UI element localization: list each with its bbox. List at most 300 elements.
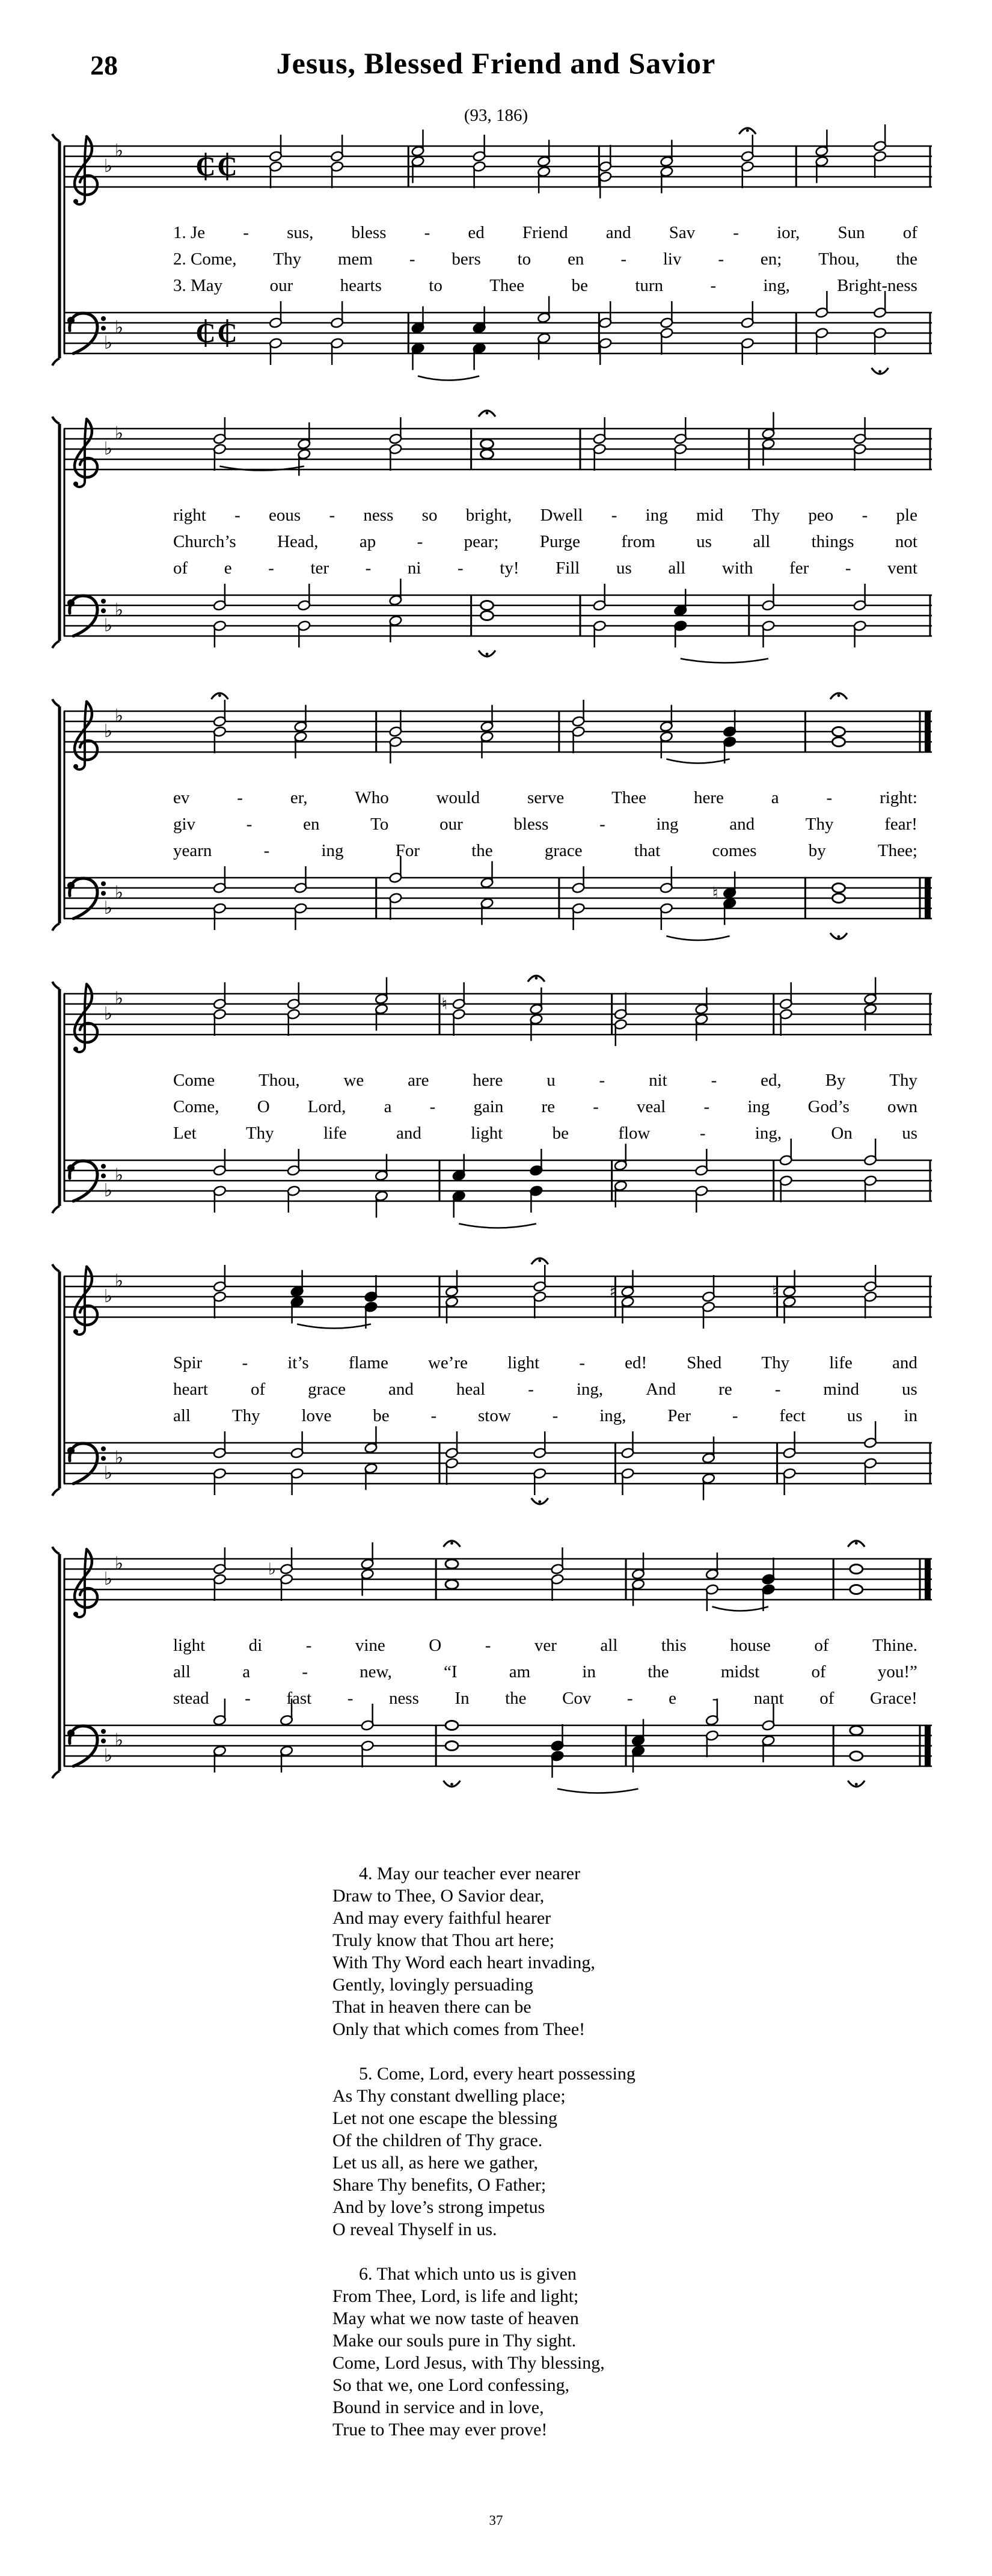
verse-line: O reveal Thyself in us. bbox=[332, 2220, 497, 2239]
lyrics-line-1 bbox=[173, 506, 917, 525]
lyric-word: ing, bbox=[576, 1380, 604, 1399]
lyric-word: light bbox=[471, 1124, 503, 1143]
lyric-word: ness bbox=[388, 1689, 419, 1708]
lyrics-line-3 bbox=[173, 1406, 917, 1425]
lyric-word: en; bbox=[760, 249, 782, 269]
lyric-word: Lord, bbox=[307, 1097, 346, 1116]
lyric-word: ed, bbox=[761, 1071, 782, 1090]
lyric-word: Shed bbox=[687, 1353, 722, 1372]
lyric-word: our bbox=[269, 276, 293, 295]
lyric-word: all bbox=[753, 532, 771, 551]
lyric-word: And bbox=[646, 1380, 676, 1399]
lyrics-line-2 bbox=[173, 249, 917, 269]
lyric-word: Thy bbox=[273, 249, 302, 269]
lyric-word: eous bbox=[269, 506, 301, 525]
lyrics-line-3 bbox=[173, 276, 917, 295]
lyric-word: - bbox=[699, 1124, 706, 1143]
lyric-word: bless bbox=[351, 223, 387, 242]
lyric-word: be bbox=[552, 1124, 569, 1143]
lyric-word: To bbox=[370, 815, 389, 834]
verse-stanza-6 bbox=[332, 2263, 635, 2441]
lyric-word: and bbox=[892, 1353, 917, 1372]
lyric-word: ed! bbox=[625, 1353, 648, 1372]
verse-stanza-4 bbox=[332, 1862, 635, 2040]
lyrics-line-3 bbox=[173, 1689, 917, 1708]
system-bracket bbox=[52, 982, 64, 1213]
lyric-word: ior, bbox=[777, 223, 800, 242]
lyric-word: of bbox=[811, 1662, 826, 1681]
verse-line: As Thy constant dwelling place; bbox=[332, 2086, 566, 2106]
lyric-word: pear; bbox=[464, 532, 499, 551]
lyric-word: - bbox=[528, 1380, 534, 1399]
lyric-word: that bbox=[634, 841, 661, 860]
lyric-word: to bbox=[517, 249, 531, 269]
lyric-word: bright, bbox=[465, 506, 512, 525]
svg-text:♭: ♭ bbox=[114, 1553, 124, 1574]
lyric-word: us bbox=[847, 1406, 863, 1425]
additional-verses bbox=[332, 1862, 635, 2463]
svg-text:♭: ♭ bbox=[114, 599, 124, 621]
lyric-word: Head, bbox=[277, 532, 319, 551]
music-system-4 bbox=[55, 977, 937, 1241]
lyrics-line-2 bbox=[173, 1662, 917, 1681]
verse-line: Only that which comes from Thee! bbox=[332, 2019, 586, 2039]
svg-text:♭: ♭ bbox=[103, 721, 113, 742]
lyric-word: Thee bbox=[489, 276, 525, 295]
lyric-word: you!” bbox=[877, 1662, 917, 1681]
lyric-word: By bbox=[825, 1071, 846, 1090]
lyric-word: stead bbox=[173, 1689, 209, 1708]
lyric-word: u bbox=[547, 1071, 556, 1090]
lyrics-line-3 bbox=[173, 558, 917, 578]
lyric-word: - bbox=[243, 223, 249, 242]
lyric-word: - bbox=[732, 1406, 738, 1425]
verse-line: True to Thee may ever prove! bbox=[332, 2420, 548, 2440]
verse-line: Draw to Thee, O Savior dear, bbox=[332, 1886, 545, 1906]
music-system-6 bbox=[55, 1542, 937, 1807]
verse-line: May what we now taste of heaven bbox=[332, 2308, 579, 2328]
svg-text:♭: ♭ bbox=[114, 140, 124, 162]
lyric-word: - bbox=[703, 1097, 710, 1116]
lyric-word: - bbox=[599, 815, 605, 834]
verse-line: From Thee, Lord, is life and light; bbox=[332, 2286, 579, 2306]
lyric-word: and bbox=[605, 223, 631, 242]
lyric-word: For bbox=[395, 841, 420, 860]
lyric-word: - bbox=[458, 558, 464, 578]
lyric-word: and bbox=[729, 815, 755, 834]
lyric-word: grace bbox=[544, 841, 583, 860]
lyric-word: giv bbox=[173, 815, 196, 834]
lyric-word: turn bbox=[635, 276, 664, 295]
lyric-word: ing bbox=[747, 1097, 770, 1116]
lyric-word: - bbox=[245, 1689, 251, 1708]
lyric-word: - bbox=[599, 1071, 605, 1090]
lyric-word: “I bbox=[444, 1662, 458, 1681]
lyric-word: O bbox=[257, 1097, 270, 1116]
svg-text:♭: ♭ bbox=[103, 438, 113, 459]
svg-text:♭: ♭ bbox=[114, 988, 124, 1009]
lyric-word: - bbox=[429, 1097, 436, 1116]
svg-text:♭: ♭ bbox=[103, 1463, 113, 1484]
treble-staff bbox=[64, 124, 932, 204]
lyric-word: light bbox=[507, 1353, 540, 1372]
lyric-word: a bbox=[242, 1662, 251, 1681]
lyric-word: Thy bbox=[761, 1353, 790, 1372]
svg-text:♭: ♭ bbox=[103, 332, 113, 353]
lyric-word: - bbox=[711, 1071, 717, 1090]
lyric-word: 1. Je bbox=[173, 223, 206, 242]
lyric-word: Friend bbox=[522, 223, 568, 242]
lyric-word: own bbox=[887, 1097, 917, 1116]
lyric-word: 3. May bbox=[173, 276, 223, 295]
lyric-word: - bbox=[845, 558, 851, 578]
lyric-word: and bbox=[396, 1124, 421, 1143]
lyric-word: of bbox=[819, 1689, 834, 1708]
lyric-word: Sun bbox=[837, 223, 865, 242]
lyric-word: the bbox=[896, 249, 917, 269]
music-system-3 bbox=[55, 694, 937, 959]
svg-text:♭: ♭ bbox=[103, 615, 113, 636]
lyric-word: vent bbox=[887, 558, 917, 578]
lyric-word: en bbox=[303, 815, 320, 834]
bass-staff bbox=[64, 579, 932, 663]
lyric-word: all bbox=[173, 1406, 191, 1425]
lyric-word: Bright-ness bbox=[837, 276, 917, 295]
lyric-word: ple bbox=[896, 506, 917, 525]
lyric-word: all bbox=[668, 558, 686, 578]
system-bracket bbox=[52, 1264, 64, 1496]
lyric-word: Let bbox=[173, 1124, 197, 1143]
lyric-word: di bbox=[248, 1636, 263, 1655]
lyric-word: by bbox=[808, 841, 826, 860]
lyric-word: comes bbox=[712, 841, 757, 860]
lyric-word: the bbox=[505, 1689, 527, 1708]
treble-staff bbox=[64, 411, 932, 487]
lyric-word: ing bbox=[645, 506, 668, 525]
music-system-5 bbox=[55, 1259, 937, 1524]
lyric-word: en bbox=[568, 249, 584, 269]
lyric-word: be bbox=[571, 276, 588, 295]
lyric-word: us bbox=[902, 1124, 917, 1143]
treble-staff bbox=[64, 976, 932, 1052]
lyric-word: here bbox=[693, 788, 724, 807]
lyric-word: of bbox=[902, 223, 917, 242]
lyric-word: - bbox=[774, 1380, 781, 1399]
lyric-word: nant bbox=[753, 1689, 784, 1708]
lyric-word: - bbox=[409, 249, 415, 269]
lyric-word: - bbox=[593, 1097, 599, 1116]
hymn-title: Jesus, Blessed Friend and Savior bbox=[276, 46, 716, 80]
lyric-word: a bbox=[384, 1097, 392, 1116]
lyric-word: ness bbox=[363, 506, 394, 525]
lyric-word: fer bbox=[789, 558, 809, 578]
lyric-word: with bbox=[721, 558, 753, 578]
lyric-word: - bbox=[242, 1353, 248, 1372]
lyric-word: us bbox=[616, 558, 632, 578]
bass-staff bbox=[64, 1421, 932, 1504]
verse-line: And may every faithful hearer bbox=[332, 1908, 551, 1928]
lyric-word: - bbox=[237, 788, 243, 807]
svg-text:♭: ♭ bbox=[268, 1560, 276, 1579]
svg-text:♭: ♭ bbox=[103, 1003, 113, 1024]
svg-text:♭: ♭ bbox=[103, 1180, 113, 1201]
lyric-word: heal bbox=[456, 1380, 486, 1399]
verse-line: Make our souls pure in Thy sight. bbox=[332, 2331, 577, 2351]
lyric-word: ni bbox=[407, 558, 421, 578]
system-bracket bbox=[52, 134, 64, 366]
lyric-word: On bbox=[831, 1124, 853, 1143]
lyric-word: all bbox=[173, 1662, 191, 1681]
lyrics-line-3 bbox=[173, 841, 917, 860]
lyric-word: hearts bbox=[340, 276, 382, 295]
svg-text:♭: ♭ bbox=[114, 882, 124, 904]
lyric-word: Come bbox=[173, 1071, 215, 1090]
lyric-word: - bbox=[329, 506, 335, 525]
lyric-word: - bbox=[347, 1689, 354, 1708]
lyric-word: sus, bbox=[287, 223, 314, 242]
lyric-word: re bbox=[718, 1380, 732, 1399]
lyric-word: am bbox=[509, 1662, 531, 1681]
verse-line: Share Thy benefits, O Father; bbox=[332, 2175, 547, 2195]
svg-text:♭: ♭ bbox=[114, 423, 124, 444]
lyrics-line-2 bbox=[173, 1380, 917, 1399]
treble-staff bbox=[64, 1258, 932, 1335]
lyric-word: all bbox=[600, 1636, 618, 1655]
lyric-word: mid bbox=[696, 506, 724, 525]
lyric-word: Thy bbox=[245, 1124, 274, 1143]
lyric-word: e bbox=[669, 1689, 677, 1708]
svg-text:♮: ♮ bbox=[712, 884, 718, 903]
lyric-word: Who bbox=[355, 788, 389, 807]
lyric-word: Thy bbox=[889, 1071, 917, 1090]
svg-text:♭: ♭ bbox=[114, 1270, 124, 1292]
lyric-word: ev bbox=[173, 788, 190, 807]
lyric-word: be bbox=[373, 1406, 390, 1425]
lyric-word: ed bbox=[468, 223, 485, 242]
lyric-word: Thy bbox=[231, 1406, 260, 1425]
lyric-word: - bbox=[826, 788, 833, 807]
lyric-word: - bbox=[302, 1662, 308, 1681]
lyric-word: - bbox=[620, 249, 626, 269]
lyrics-line-3 bbox=[173, 1124, 917, 1143]
lyric-word: it’s bbox=[287, 1353, 309, 1372]
verse-line: Let not one escape the blessing bbox=[332, 2108, 558, 2128]
lyric-word: Sav bbox=[669, 223, 696, 242]
svg-text:♭: ♭ bbox=[114, 317, 124, 338]
system-bracket bbox=[52, 1547, 64, 1778]
lyric-word: bless bbox=[513, 815, 549, 834]
verse-stanza-5 bbox=[332, 2063, 635, 2241]
verse-line: So that we, one Lord confessing, bbox=[332, 2375, 570, 2395]
verse-line: With Thy Word each heart invading, bbox=[332, 1953, 595, 1972]
lyric-word: Church’s bbox=[173, 532, 236, 551]
verse-line: Let us all, as here we gather, bbox=[332, 2153, 538, 2173]
lyric-word: - bbox=[733, 223, 739, 242]
lyric-word: ing, bbox=[763, 276, 790, 295]
lyric-word: Fill bbox=[556, 558, 580, 578]
lyric-word: - bbox=[579, 1353, 586, 1372]
hymn-number: 28 bbox=[90, 50, 118, 81]
lyric-word: from bbox=[621, 532, 655, 551]
verse-line: Come, Lord Jesus, with Thy blessing, bbox=[332, 2353, 605, 2373]
lyric-word: we’re bbox=[427, 1353, 468, 1372]
lyric-word: ter bbox=[310, 558, 329, 578]
lyric-word: in bbox=[582, 1662, 596, 1681]
lyric-word: flow bbox=[618, 1124, 651, 1143]
lyric-word: Purge bbox=[539, 532, 581, 551]
verse-line: Of the children of Thy grace. bbox=[332, 2131, 543, 2150]
lyric-word: grace bbox=[308, 1380, 346, 1399]
meter-references: (93, 186) bbox=[464, 106, 528, 125]
lyric-word: - bbox=[246, 815, 253, 834]
lyric-word: of bbox=[173, 558, 188, 578]
svg-text:♭: ♭ bbox=[114, 1164, 124, 1186]
lyric-word: 2. Come, bbox=[173, 249, 237, 269]
lyric-word: er, bbox=[290, 788, 308, 807]
bass-staff bbox=[64, 856, 932, 940]
svg-text:C: C bbox=[217, 317, 237, 348]
lyric-word: - bbox=[626, 1689, 633, 1708]
lyric-word: in bbox=[904, 1406, 917, 1425]
svg-text:C: C bbox=[195, 151, 216, 182]
lyric-word: Come, bbox=[173, 1097, 219, 1116]
verse-line: Bound in service and in love, bbox=[332, 2397, 544, 2417]
lyric-word: re bbox=[541, 1097, 556, 1116]
svg-text:♭: ♭ bbox=[103, 1286, 113, 1307]
lyric-word: Grace! bbox=[869, 1689, 917, 1708]
svg-text:♭: ♭ bbox=[114, 705, 124, 727]
lyric-word: fear! bbox=[884, 815, 917, 834]
lyric-word: of bbox=[814, 1636, 829, 1655]
bass-staff bbox=[64, 291, 932, 381]
svg-text:♭: ♭ bbox=[114, 1730, 124, 1751]
lyric-word: - bbox=[430, 1406, 437, 1425]
lyric-word: right bbox=[173, 506, 206, 525]
lyric-word: love bbox=[301, 1406, 332, 1425]
lyrics-line-1 bbox=[173, 1636, 917, 1655]
lyric-word: - bbox=[263, 841, 270, 860]
verse-line: 4. May our teacher ever nearer bbox=[359, 1864, 581, 1883]
lyric-word: of bbox=[250, 1380, 266, 1399]
lyric-word: - bbox=[365, 558, 372, 578]
system-bracket bbox=[52, 699, 64, 931]
lyric-word: - bbox=[718, 249, 724, 269]
bass-staff bbox=[64, 1139, 932, 1228]
lyric-word: mem bbox=[338, 249, 373, 269]
lyric-word: Per bbox=[667, 1406, 691, 1425]
lyric-word: Thy bbox=[805, 815, 834, 834]
lyric-word: Dwell bbox=[540, 506, 583, 525]
svg-text:♭: ♭ bbox=[103, 1568, 113, 1589]
lyrics-line-1 bbox=[173, 1071, 917, 1090]
lyric-word: Thee; bbox=[877, 841, 917, 860]
lyric-word: Thee bbox=[611, 788, 647, 807]
lyric-word: - bbox=[862, 506, 868, 525]
lyric-word: ing, bbox=[755, 1124, 782, 1143]
music-system-1 bbox=[55, 129, 937, 394]
treble-staff bbox=[64, 693, 932, 769]
lyric-word: O bbox=[429, 1636, 442, 1655]
lyric-word: Cov bbox=[562, 1689, 592, 1708]
lyric-word: - bbox=[234, 506, 240, 525]
lyric-word: - bbox=[611, 506, 617, 525]
lyric-word: gain bbox=[473, 1097, 504, 1116]
lyric-word: fect bbox=[779, 1406, 806, 1425]
lyric-word: new, bbox=[360, 1662, 392, 1681]
lyric-word: right: bbox=[880, 788, 917, 807]
svg-text:♯: ♯ bbox=[609, 1282, 617, 1302]
lyric-word: and bbox=[388, 1380, 414, 1399]
lyric-word: we bbox=[343, 1071, 364, 1090]
verse-line: 6. That which unto us is given bbox=[359, 2264, 577, 2284]
svg-text:C: C bbox=[195, 317, 216, 348]
svg-text:♭: ♭ bbox=[114, 1447, 124, 1469]
lyric-word: are bbox=[408, 1071, 429, 1090]
lyrics-line-2 bbox=[173, 815, 917, 834]
lyric-word: not bbox=[895, 532, 917, 551]
svg-text:♭: ♭ bbox=[103, 898, 113, 919]
lyric-word: bers bbox=[452, 249, 481, 269]
lyric-word: God’s bbox=[807, 1097, 850, 1116]
lyric-word: so bbox=[421, 506, 438, 525]
lyric-word: ing bbox=[321, 841, 344, 860]
page-number: 37 bbox=[489, 2513, 503, 2528]
lyric-word: here bbox=[473, 1071, 503, 1090]
lyric-word: this bbox=[661, 1636, 687, 1655]
lyric-word: ty! bbox=[500, 558, 519, 578]
lyric-word: Thine. bbox=[872, 1636, 917, 1655]
lyrics-line-1 bbox=[173, 223, 917, 242]
lyric-word: - bbox=[712, 1689, 718, 1708]
lyric-word: - bbox=[268, 558, 274, 578]
lyric-word: veal bbox=[637, 1097, 666, 1116]
lyric-word: light bbox=[173, 1636, 206, 1655]
svg-text:♮: ♮ bbox=[441, 995, 448, 1014]
lyric-word: stow bbox=[478, 1406, 511, 1425]
lyric-word: Spir bbox=[173, 1353, 203, 1372]
verse-line: Truly know that Thou art here; bbox=[332, 1930, 555, 1950]
lyric-word: ver bbox=[534, 1636, 557, 1655]
lyric-word: ap bbox=[359, 532, 376, 551]
lyric-word: - bbox=[417, 532, 423, 551]
svg-text:♭: ♭ bbox=[103, 156, 113, 177]
lyric-word: to bbox=[429, 276, 442, 295]
lyric-word: house bbox=[730, 1636, 771, 1655]
lyric-word: a bbox=[771, 788, 779, 807]
verse-line: That in heaven there can be bbox=[332, 1997, 531, 2017]
lyric-word: Thy bbox=[752, 506, 780, 525]
svg-text:C: C bbox=[217, 151, 237, 182]
lyric-word: - bbox=[485, 1636, 491, 1655]
lyric-word: - bbox=[305, 1636, 312, 1655]
lyric-word: us bbox=[696, 532, 712, 551]
lyric-word: heart bbox=[173, 1380, 208, 1399]
lyric-word: Thou, bbox=[259, 1071, 300, 1090]
lyric-word: - bbox=[710, 276, 717, 295]
lyric-word: midst bbox=[720, 1662, 760, 1681]
lyric-word: nit bbox=[649, 1071, 667, 1090]
lyric-word: vine bbox=[355, 1636, 385, 1655]
lyric-word: flame bbox=[348, 1353, 388, 1372]
lyric-word: Thou, bbox=[818, 249, 860, 269]
lyrics-line-2 bbox=[173, 532, 917, 551]
lyric-word: liv bbox=[663, 249, 682, 269]
lyric-word: peo bbox=[808, 506, 834, 525]
lyrics-line-2 bbox=[173, 1097, 917, 1116]
system-bracket bbox=[52, 417, 64, 648]
svg-text:♭: ♭ bbox=[103, 1745, 113, 1766]
lyric-word: the bbox=[648, 1662, 669, 1681]
